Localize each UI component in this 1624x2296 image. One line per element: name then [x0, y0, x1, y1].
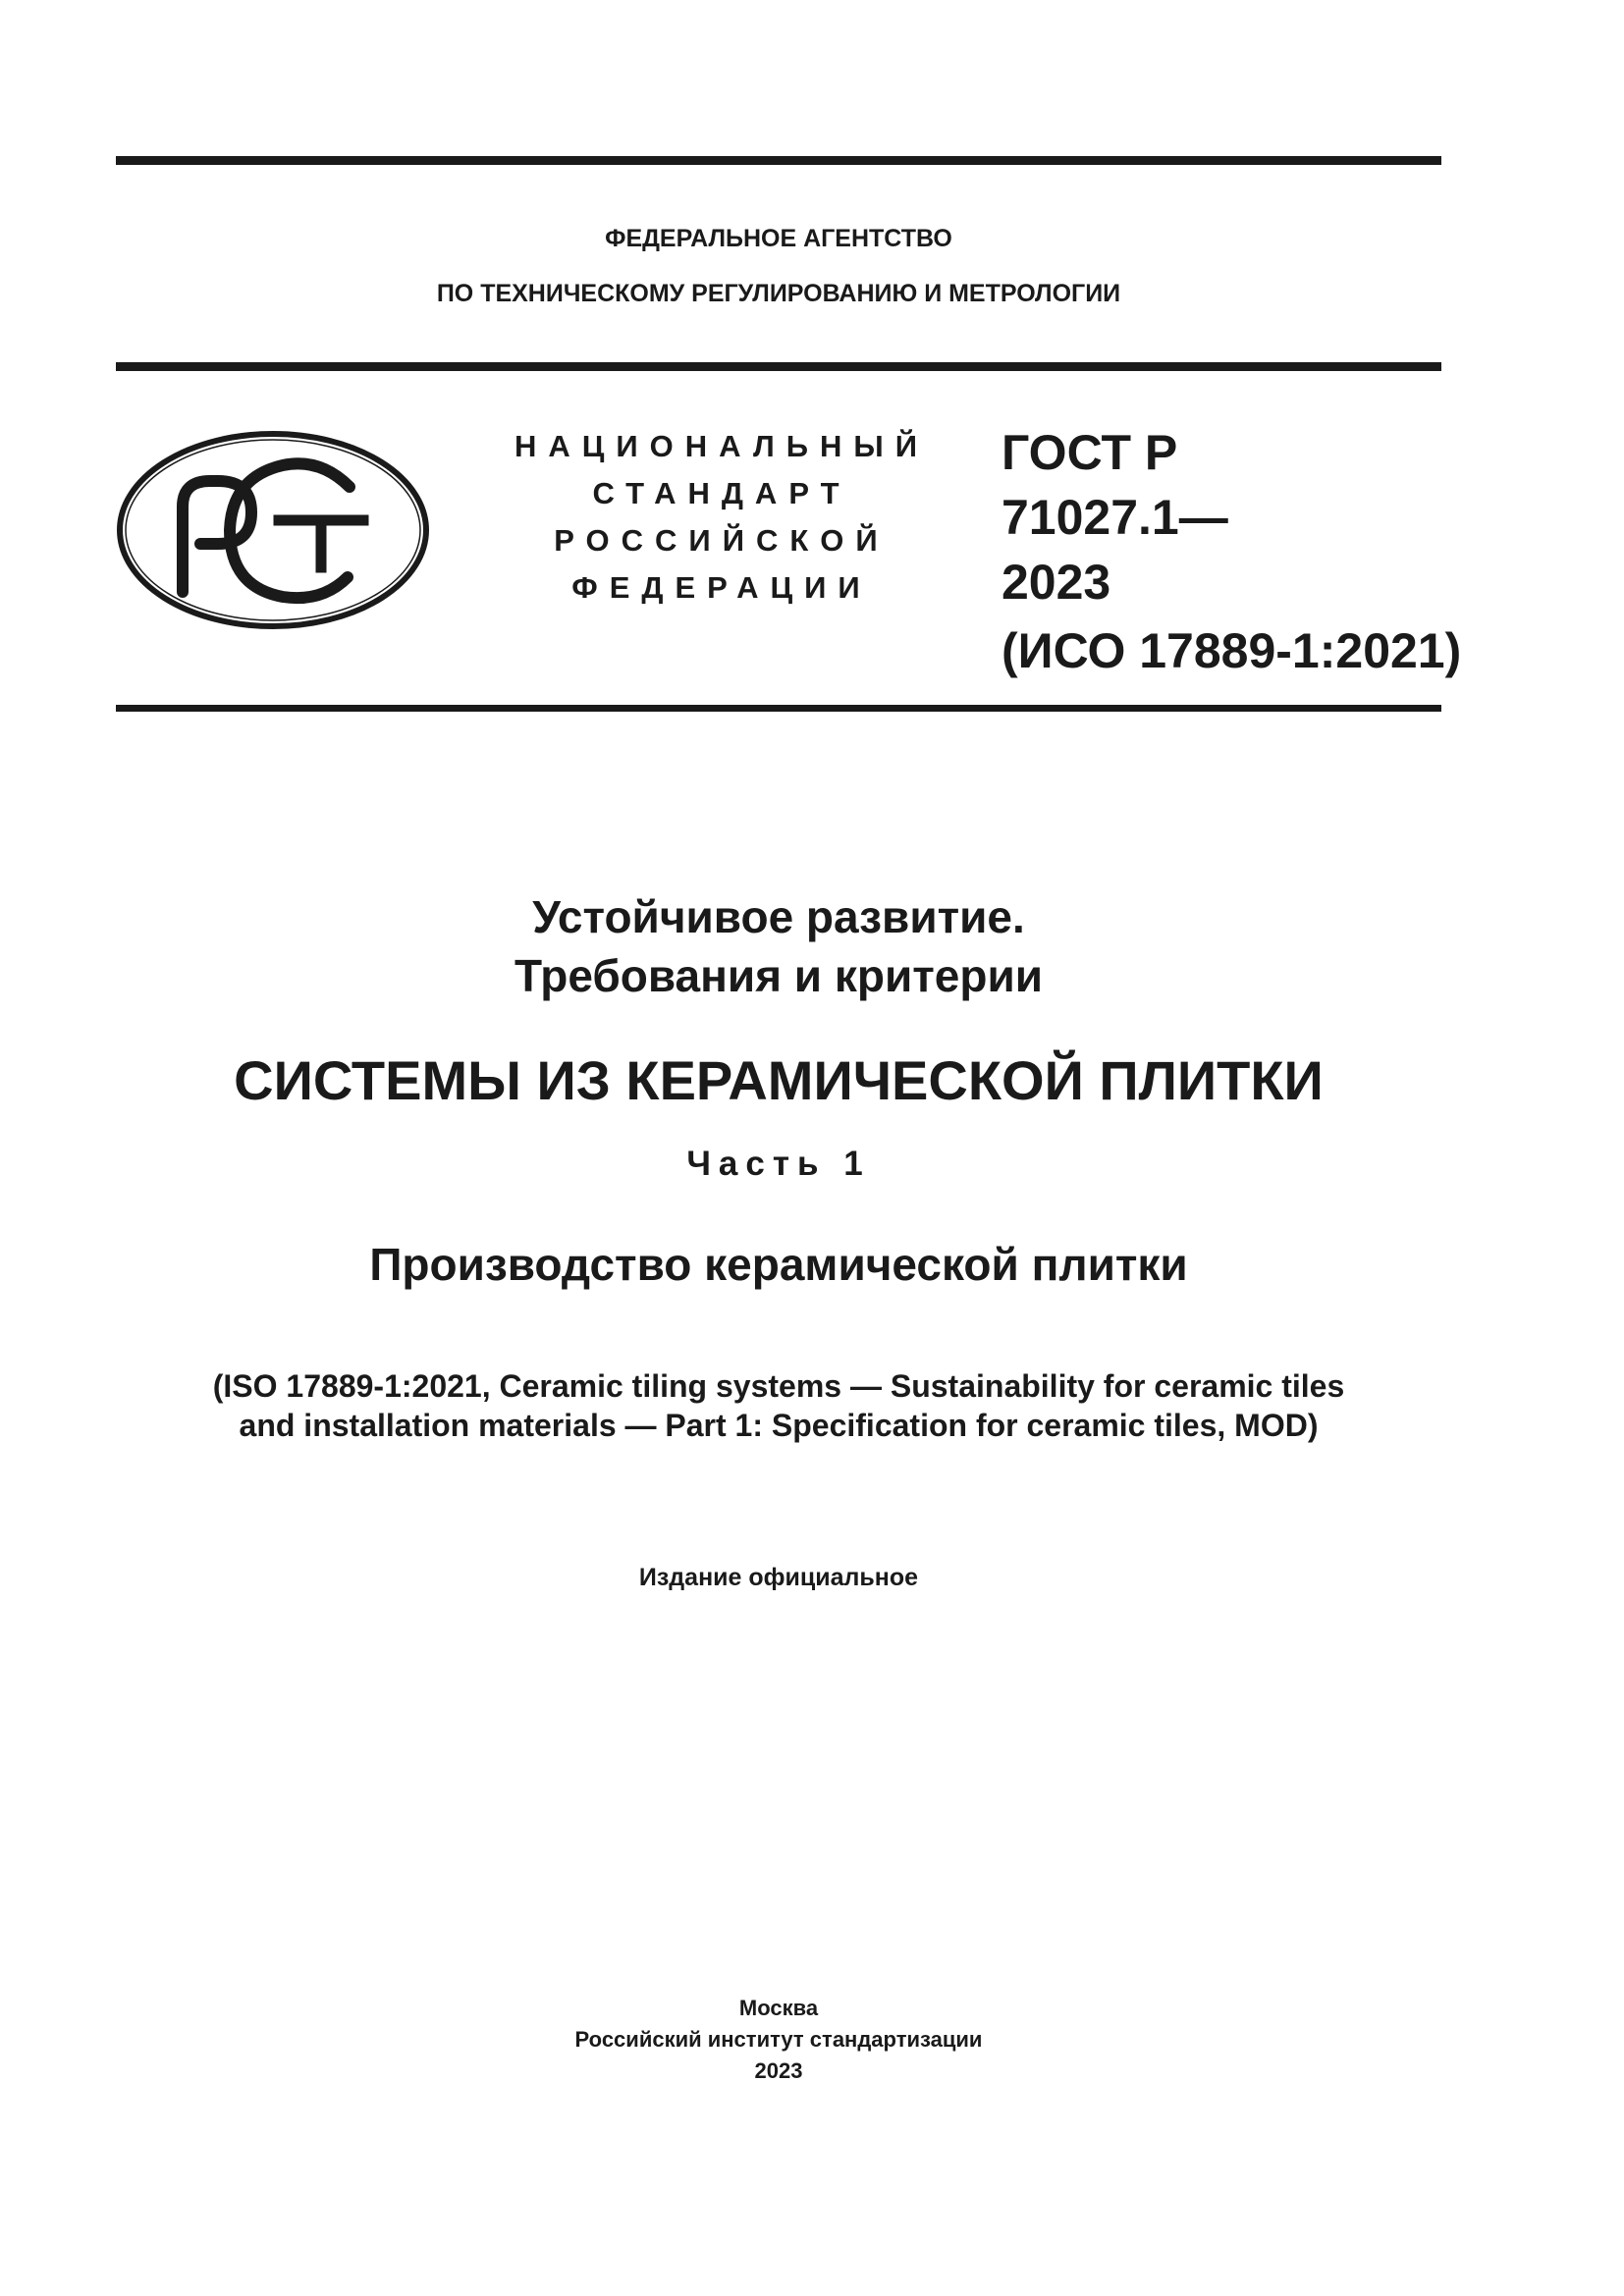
national-standard-line-4: ФЕДЕРАЦИИ	[571, 570, 872, 605]
top-rule	[116, 156, 1441, 165]
imprint-city: Москва	[738, 1996, 819, 2020]
designation-rule	[116, 705, 1441, 712]
iso-reference-line-2: and installation materials — Part 1: Specification for ceramic tiles, MOD)	[239, 1408, 1319, 1443]
designation-line-2: 71027.1—	[1001, 490, 1228, 545]
part-title: Производство керамической плитки	[369, 1239, 1188, 1290]
imprint-publisher: Российский институт стандартизации	[574, 2027, 983, 2052]
national-standard-line-1: НАЦИОНАЛЬНЫЙ	[514, 429, 930, 463]
part-number: Часть 1	[686, 1145, 871, 1183]
national-standard-line-2: СТАНДАРТ	[592, 476, 851, 510]
edition-label: Издание официальное	[638, 1564, 919, 1591]
imprint-year: 2023	[754, 2058, 803, 2083]
main-title: СИСТЕМЫ ИЗ КЕРАМИЧЕСКОЙ ПЛИТКИ	[234, 1049, 1324, 1111]
designation-line-1: ГОСТ Р	[1001, 425, 1178, 480]
agency-line-2: ПО ТЕХНИЧЕСКОМУ РЕГУЛИРОВАНИЮ И МЕТРОЛОГИИ	[436, 280, 1121, 307]
designation-line-3: 2023	[1001, 555, 1111, 610]
designation-line-4: (ИСО 17889-1:2021)	[1001, 623, 1462, 678]
agency-line-1: ФЕДЕРАЛЬНОЕ АГЕНТСТВО	[605, 225, 952, 252]
subtitle-line-1: Устойчивое развитие.	[532, 891, 1025, 942]
header-rule	[116, 362, 1441, 371]
national-standard-line-3: РОССИЙСКОЙ	[554, 523, 890, 558]
iso-reference-line-1: (ISO 17889-1:2021, Ceramic tiling systems — Sustainability for ceramic tiles	[212, 1368, 1345, 1404]
subtitle-line-2: Требования и критерии	[514, 950, 1044, 1001]
rst-certification-mark-icon	[116, 430, 430, 631]
